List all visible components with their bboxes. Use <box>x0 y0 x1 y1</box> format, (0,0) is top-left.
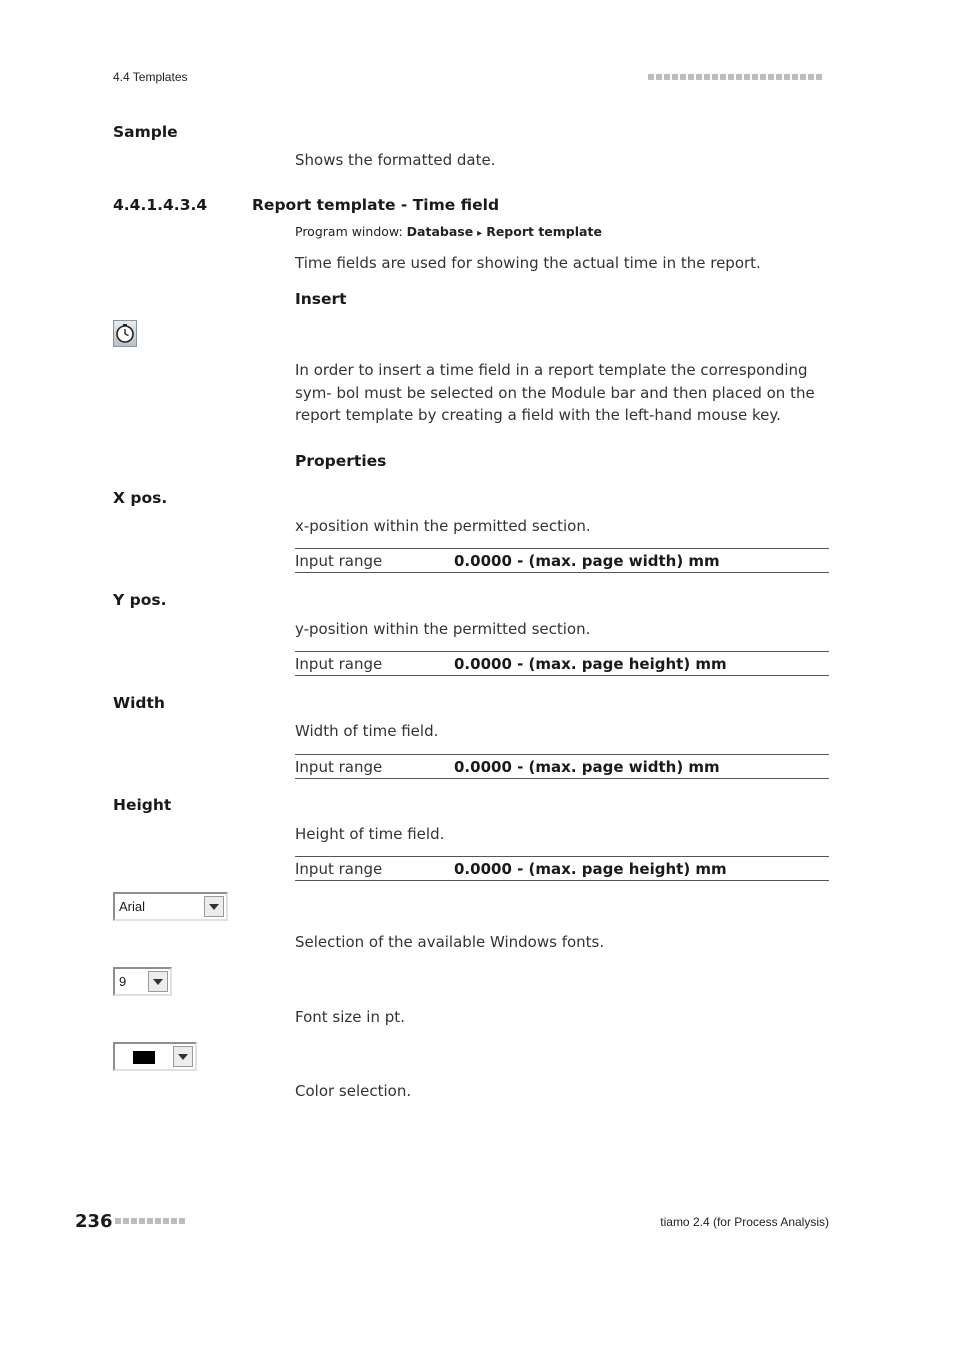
range-value: 0.0000 - (max. page height) mm <box>454 654 727 673</box>
footer-dots <box>115 1218 185 1224</box>
range-value: 0.0000 - (max. page width) mm <box>454 757 720 776</box>
chevron-down-icon[interactable] <box>204 896 224 917</box>
font-select-value: Arial <box>119 899 146 914</box>
section-number: 4.4.1.4.3.4 <box>113 196 208 214</box>
program-window-path: Program window: Database ▸ Report template <box>295 224 602 239</box>
font-size-select[interactable] <box>113 967 172 996</box>
color-desc: Color selection. <box>295 1082 412 1100</box>
range-value: 0.0000 - (max. page width) mm <box>454 551 720 570</box>
clock-icon[interactable] <box>113 320 137 347</box>
width-range-table <box>295 754 829 779</box>
properties-heading: Properties <box>295 452 387 470</box>
product-name: tiamo 2.4 (for Process Analysis) <box>660 1215 829 1229</box>
ypos-term: Y pos. <box>113 591 167 609</box>
height-term: Height <box>113 796 172 814</box>
sample-term: Sample <box>113 123 178 141</box>
section-intro: Time fields are used for showing the actual time in the report. <box>295 254 761 272</box>
height-desc: Height of time field. <box>295 825 445 843</box>
font-size-desc: Font size in pt. <box>295 1008 405 1026</box>
range-label: Input range <box>295 551 383 570</box>
width-term: Width <box>113 694 165 712</box>
insert-text: In order to insert a time field in a report template the corresponding sym- bol must be selected on the Module bar and then placed on the report template by creating a field with the left-hand mouse key. <box>295 361 815 424</box>
color-select[interactable] <box>113 1042 197 1071</box>
chevron-down-icon[interactable] <box>148 971 168 992</box>
font-select[interactable] <box>113 892 228 921</box>
insert-heading: Insert <box>295 290 347 308</box>
xpos-range-table <box>295 548 829 573</box>
range-value: 0.0000 - (max. page height) mm <box>454 859 727 878</box>
font-size-value: 9 <box>119 974 127 989</box>
range-label: Input range <box>295 859 383 878</box>
font-desc: Selection of the available Windows fonts. <box>295 933 605 951</box>
chevron-down-icon[interactable] <box>173 1046 193 1067</box>
ypos-range-table <box>295 651 829 676</box>
xpos-desc: x-position within the permitted section. <box>295 517 591 535</box>
header-dots <box>648 74 822 80</box>
sample-desc: Shows the formatted date. <box>295 151 496 169</box>
range-label: Input range <box>295 757 383 776</box>
xpos-term: X pos. <box>113 489 168 507</box>
width-desc: Width of time field. <box>295 722 439 740</box>
color-swatch <box>133 1051 155 1064</box>
page-number: 236 <box>75 1211 113 1232</box>
ypos-desc: y-position within the permitted section. <box>295 620 591 638</box>
range-label: Input range <box>295 654 383 673</box>
running-header: 4.4 Templates <box>113 70 188 84</box>
height-range-table <box>295 856 829 881</box>
section-title: Report template - Time field <box>252 196 500 214</box>
